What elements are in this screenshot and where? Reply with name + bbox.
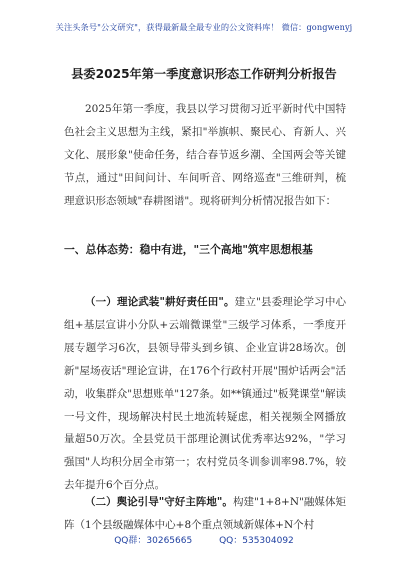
subsection-2-heading: （二）舆论引导"守好主阵地"。 bbox=[85, 496, 233, 508]
footer-qq: QQ：535304092 bbox=[219, 536, 294, 546]
intro-text: 2025年第一季度，我县以学习贯彻习近平新时代中国特色社会主义思想为主线，紧扣"举旗帜、聚民心、育新人、兴文化、展形象"使命任务，结合春节返乡潮、全国两会等关键节点，通过"田间问计、车间听音、网络巡查"三维研判，梳理意识形态领域"春耕图谱"。现将研判分析情况报告如下： bbox=[64, 103, 346, 208]
subsection-1 bbox=[64, 291, 346, 497]
subsection-1-heading: （一）理论武装"耕好责任田"。 bbox=[85, 296, 235, 308]
intro-paragraph bbox=[64, 98, 346, 213]
footer-qq-group: QQ群：30265665 bbox=[114, 536, 193, 546]
footer bbox=[0, 533, 408, 546]
section-heading-1: 一、总体态势：稳中有进，"三个高地"筑牢思想根基 bbox=[64, 243, 313, 256]
page-title: 县委2025年第一季度意识形态工作研判分析报告 bbox=[71, 67, 337, 81]
promo-banner: 关注头条号"公文研究"，获得最新最全最专业的公文资料库！ 微信：gongwenyj bbox=[55, 22, 353, 32]
subsection-2 bbox=[64, 491, 346, 537]
subsection-1-body: 建立"县委理论学习中心组+基层宣讲小分队+云端微课堂"三级学习体系，一季度开展专题学习6次，县领导带头到乡镇、企业宣讲28场次。创新"屋场夜话"理论宣讲，在176个行政村开展"围炉话两会"活动，收集群众"思想账单"127条。如**镇通过"板凳课堂"解读一号文件，现场解决村民土地流转疑虑，相关视频全网播放量超50万次。全县党员干部理论测试优秀率达92%，"学习强国"人均积分居全市第一；农村党员冬训参训率98.7%，较去年提升6个百分点。 bbox=[64, 296, 346, 492]
subsection-2-body: 构建"1+8+N"融媒体矩阵（1个县级融媒体中心+8个重点领域新媒体+N个村 bbox=[64, 496, 346, 531]
